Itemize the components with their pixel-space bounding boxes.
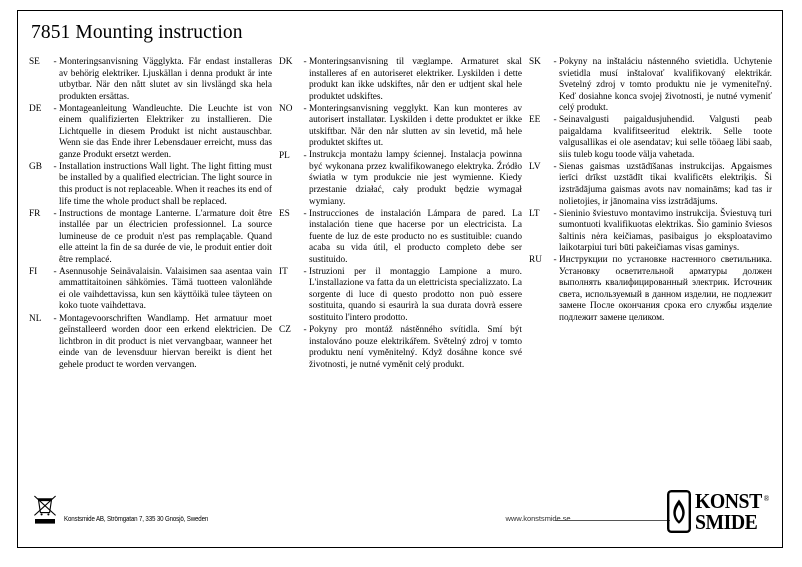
language-separator: - (303, 267, 307, 278)
wordmark-line-2: SMIDE (694, 509, 758, 534)
language-separator: - (303, 150, 307, 161)
page-title: 7851 Mounting instruction (31, 22, 243, 43)
language-text: Montagevoorschriften Wandlamp. Het armatuur moet geïnstalleerd worden door een erkend elektricien. De lichtbron in dit product is niet vervangbaar, wanneer het einde van de levensduur hiervan bereikt is dient het gehele product te worden vervangen. (59, 313, 272, 370)
language-code: FI (29, 267, 38, 278)
konstsmide-wordmark (694, 489, 770, 534)
language-code: LT (529, 208, 540, 219)
language-column-1 (29, 57, 272, 372)
konstsmide-logo (667, 489, 770, 534)
language-separator: - (303, 103, 307, 114)
language-code: EE (529, 115, 541, 126)
instruction-sheet (17, 10, 783, 548)
language-code: NL (29, 313, 42, 324)
language-separator: - (553, 255, 557, 266)
language-code: RU (529, 255, 542, 266)
language-entry-fr (29, 209, 272, 267)
language-code: ES (279, 208, 290, 219)
language-entry-de (29, 104, 272, 162)
language-entry-no (279, 104, 522, 150)
language-text: Instructions de montage Lanterne. L'armature doit être installée par un électricien professionnel. La source lumineuse de ce produit n'est pas remplaçable. Quand elle atteint la fin de sa durée de vie, le produit entier doit être remplacé. (59, 208, 272, 265)
website-url[interactable]: www.konstsmide.se (505, 514, 571, 523)
language-text: Monteringsanvisning til væglampe. Armaturet skal installeres af en autoriseret elektriker. Lyskilden i dette produkt kan ikke udskiftes, når den er udtjent skal hele produktet udskiftes. (309, 57, 522, 102)
language-separator: - (553, 57, 557, 68)
language-text: Pokyny pro montáž nástěnného svítidla. Smí být instalováno pouze elektrikářem. Světelný zdroj v tomto produktu není vyměnitelný. Když dosáhne konce své životnosti, je nutné vyměnit celý produkt. (309, 325, 522, 370)
language-code: LV (529, 162, 541, 173)
footer (18, 483, 782, 547)
language-text: Monteringsanvisning Vägglykta. Får endast installeras av behörig elektriker. Ljuskällan i denna produkt är inte utbytbar. När den nått slutet av sin livslängd ska hela produkten ersättas. (59, 57, 272, 102)
language-entry-fi (29, 267, 272, 313)
language-code: NO (279, 103, 293, 114)
language-code: DK (279, 57, 293, 68)
language-text: Montageanleitung Wandleuchte. Die Leuchte ist von einem qualifizierten Elektriker zu installieren. Die Lichtquelle in diesem Produkt ist nicht austauschbar. Wenn sie das Ende ihrer Lebensdauer erreicht, muss das ganze Produkt ersetzt werden. (59, 103, 272, 160)
language-code: SK (529, 57, 541, 68)
language-column-3 (529, 57, 772, 372)
language-entry-es (279, 209, 522, 267)
company-address: Konstsmide AB, Strömgatan 7, 335 30 Gnosjö, Sweden (64, 514, 209, 523)
registered-trademark-symbol: ® (763, 494, 770, 503)
language-column-2 (279, 57, 522, 372)
language-separator: - (53, 267, 57, 278)
wordmark-line-1: KONST (694, 489, 762, 513)
language-entry-ru (529, 255, 772, 324)
language-separator: - (553, 162, 557, 173)
language-code: DE (29, 103, 42, 114)
language-code: IT (279, 267, 288, 278)
language-entry-ee (529, 115, 772, 161)
language-entry-gb (29, 162, 272, 208)
language-entry-lv (529, 162, 772, 208)
language-entry-nl (29, 314, 272, 372)
language-text: Instrucciones de instalación Lámpara de pared. La instalación tiene que hacerse por un electricista. La fuente de luz de este producto no es sustituible: cuando acaba su vida útil, el producto completo debe ser sustituido. (309, 208, 522, 265)
language-separator: - (553, 208, 557, 219)
language-separator: - (303, 57, 307, 68)
language-text: Asennusohje Seinävalaisin. Valaisimen saa asentaa vain ammattitaitoinen sähkömies. Tämä tuotteen valonlähde ei ole vaihdettavissa, kun sen käyttöikä tulee täyteen on koko tuote vaihdettava. (59, 266, 272, 312)
language-text: Sieninio šviestuvo montavimo instrukcija. Šviestuvą turi sumontuoti kvalifikuotas elektrikas. Šio gaminio šviesos šaltinis nėra keičiamas, pasibaigus jo eksploatavimo laikotarpiui turi būti pakeičiamas visas gaminys. (559, 208, 772, 254)
language-entry-it (279, 267, 522, 325)
flame-emblem-icon (667, 490, 691, 533)
language-separator: - (53, 162, 57, 173)
language-separator: - (553, 115, 557, 126)
weee-crossed-bin-icon (32, 491, 58, 525)
language-text: Инструкции по установке настенного светильника. Установку осветительной арматуры должен выполнять квалифицированный электрик. Источник света, используемый в данном изделии, не подлежит замене После окончания срока его службы изделие подлежит замене целиком. (559, 255, 772, 324)
language-code: PL (279, 150, 290, 161)
language-text: Installation instructions Wall light. The light fitting must be installed by a qualified electrician. The light source in this product is not replaceable. When it reaches its end of life time the whole product shall be replaced. (59, 161, 272, 207)
language-separator: - (303, 325, 307, 336)
language-text: Pokyny na inštaláciu nástenného svietidla. Uchytenie svietidla musí inštalovať kvalifikovaný elektrikár. Svetelný zdroj v tomto produktu nie je vymeniteľný. Keď dosiahne konca svojej životnosti, je nutné vymeniť celý produkt. (559, 57, 772, 114)
language-columns (29, 57, 773, 372)
language-entry-cz (279, 325, 522, 371)
language-code: GB (29, 162, 42, 173)
language-separator: - (53, 208, 57, 219)
language-entry-sk (529, 57, 772, 115)
language-code: SE (29, 57, 40, 68)
language-separator: - (303, 208, 307, 219)
language-separator: - (53, 103, 57, 114)
language-text: Sienas gaismas uzstādīšanas instrukcijas. Apgaismes ierīci drīkst uzstādīt tikai kvalificēts elektriķis. Ši izstrādājuma gaismas avots nav nomaināms; kad tas ir nolietojies, ir jānomaina viss izstrādājums. (559, 161, 772, 207)
language-text: Instrukcja montażu lampy ściennej. Instalacja powinna być wykonana przez kwalifikowanego elektryka. Źródło światła w tym produkcie nie jest wymienne. Kiedy przestanie działać, cały produkt będzie wymagał wymiany. (309, 150, 522, 207)
language-code: FR (29, 208, 41, 219)
language-text: Seinavalgusti paigaldusjuhendid. Valgusti peab paigaldama kvalifitseeritud elektrik. Selle toote valgusallikas ei ole asendatav; kui selle tööaeg läbi saab, siis tuleb kogu toode välja vahetada. (559, 115, 772, 160)
language-separator: - (53, 313, 57, 324)
language-entry-lt (529, 209, 772, 255)
language-code: CZ (279, 325, 291, 336)
url-underline-rule (555, 520, 670, 521)
language-entry-pl (279, 150, 522, 208)
language-entry-dk (279, 57, 522, 103)
language-entry-se (29, 57, 272, 103)
language-text: Istruzioni per il montaggio Lampione a muro. L'installazione va fatta da un elettricista specializzato. La sorgente di luce di questo prodotto non può essere sostituita, quando si esaurirà la sua durata dovrà essere sostituito l'intero prodotto. (309, 266, 522, 324)
language-separator: - (53, 57, 57, 68)
language-text: Monteringsanvisning vegglykt. Kan kun monteres av autorisert installatør. Lyskilden i dette produktet er ikke utskiftbar. Når den når slutten av sin levetid, må hele produktet skiftes ut. (309, 103, 522, 149)
